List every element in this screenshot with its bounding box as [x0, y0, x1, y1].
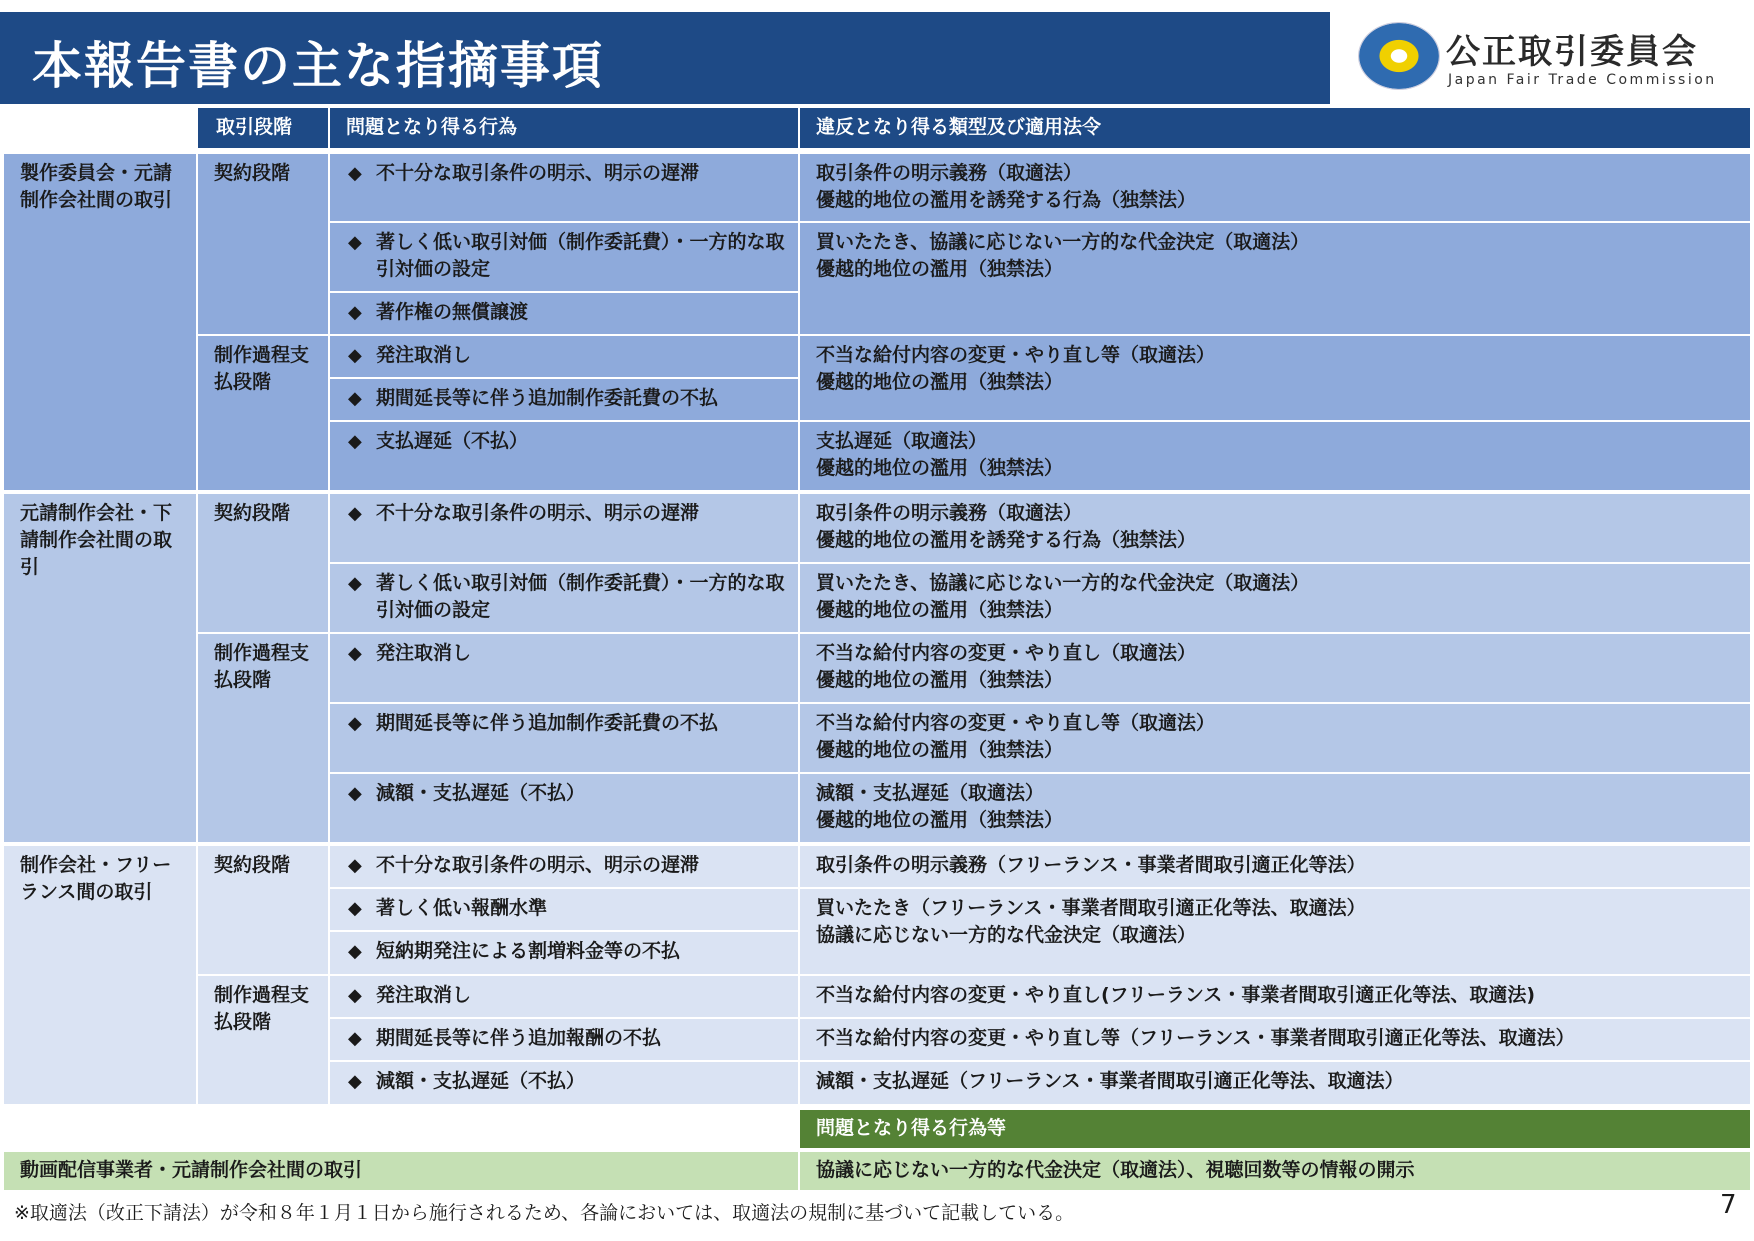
- footnote: ※取適法（改正下請法）が令和８年１月１日から施行されるため、各論においては、取適法の規制に基づいて記載している。: [14, 1202, 1075, 1224]
- party-cell-3: 制作会社・フリーランス間の取引: [4, 846, 196, 1104]
- law-cell: 不当な給付内容の変更・やり直し（取適法） 優越的地位の濫用（独禁法）: [800, 634, 1750, 702]
- streaming-party: 動画配信事業者・元請制作会社間の取引: [4, 1152, 798, 1190]
- law-cell: 買いたたき、協議に応じない一方的な代金決定（取適法） 優越的地位の濫用（独禁法）: [800, 564, 1750, 632]
- act-cell: ◆ 期間延長等に伴う追加報酬の不払: [330, 1019, 798, 1060]
- stage-cell-3a: 契約段階: [198, 846, 328, 974]
- act-cell: ◆ 発注取消し: [330, 976, 798, 1017]
- header-stage: 取引段階: [198, 108, 328, 148]
- page-number: 7: [1720, 1190, 1737, 1220]
- act-cell: ◆ 著しく低い報酬水準: [330, 889, 798, 930]
- jftc-emblem-icon: [1358, 22, 1440, 90]
- act-cell: ◆ 減額・支払遅延（不払）: [330, 1062, 798, 1104]
- act-cell: ◆ 短納期発注による割増料金等の不払: [330, 932, 798, 974]
- law-cell: 不当な給付内容の変更・やり直し(フリーランス・事業者間取引適正化等法、取適法): [800, 976, 1750, 1017]
- act-cell: ◆ 著しく低い取引対価（制作委託費）・一方的な取引対価の設定: [330, 564, 798, 632]
- streaming-issue: 協議に応じない一方的な代金決定（取適法）、視聴回数等の情報の開示: [800, 1152, 1750, 1190]
- page-title: 本報告書の主な指摘事項: [32, 37, 604, 95]
- stage-cell-2b: 制作過程支払段階: [198, 634, 328, 842]
- law-cell: 買いたたき、協議に応じない一方的な代金決定（取適法） 優越的地位の濫用（独禁法）: [800, 223, 1750, 334]
- streaming-header: 問題となり得る行為等: [800, 1110, 1750, 1148]
- stage-cell-3b: 制作過程支払段階: [198, 976, 328, 1104]
- act-cell: ◆ 減額・支払遅延（不払）: [330, 774, 798, 842]
- stage-cell-1a: 契約段階: [198, 154, 328, 334]
- law-cell: 取引条件の明示義務（フリーランス・事業者間取引適正化等法）: [800, 846, 1750, 887]
- act-cell: ◆ 不十分な取引条件の明示、明示の遅滞: [330, 154, 798, 221]
- header-law: 違反となり得る類型及び適用法令: [800, 108, 1750, 148]
- jftc-logo: [1350, 14, 1750, 100]
- title-banner: [0, 12, 1330, 104]
- stage-cell-2a: 契約段階: [198, 494, 328, 632]
- header-act: 問題となり得る行為: [330, 108, 798, 148]
- party-cell-2: 元請制作会社・下請制作会社間の取引: [4, 494, 196, 842]
- law-cell: 不当な給付内容の変更・やり直し等（フリーランス・事業者間取引適正化等法、取適法）: [800, 1019, 1750, 1060]
- act-cell: ◆ 期間延長等に伴う追加制作委託費の不払: [330, 704, 798, 772]
- law-cell: 買いたたき（フリーランス・事業者間取引適正化等法、取適法） 協議に応じない一方的な代金決定（取適法）: [800, 889, 1750, 974]
- act-cell: ◆ 発注取消し: [330, 634, 798, 702]
- logo-name-en: Japan Fair Trade Commission: [1448, 72, 1717, 88]
- law-cell: 減額・支払遅延（取適法） 優越的地位の濫用（独禁法）: [800, 774, 1750, 842]
- stage-cell-1b: 制作過程支払段階: [198, 336, 328, 490]
- act-cell: ◆ 不十分な取引条件の明示、明示の遅滞: [330, 494, 798, 562]
- act-cell: ◆ 期間延長等に伴う追加制作委託費の不払: [330, 379, 798, 420]
- law-cell: 取引条件の明示義務（取適法） 優越的地位の濫用を誘発する行為（独禁法）: [800, 154, 1750, 221]
- act-cell: ◆ 発注取消し: [330, 336, 798, 377]
- law-cell: 取引条件の明示義務（取適法） 優越的地位の濫用を誘発する行為（独禁法）: [800, 494, 1750, 562]
- act-cell: ◆ 不十分な取引条件の明示、明示の遅滞: [330, 846, 798, 887]
- law-cell: 不当な給付内容の変更・やり直し等（取適法） 優越的地位の濫用（独禁法）: [800, 704, 1750, 772]
- act-cell: ◆ 支払遅延（不払）: [330, 422, 798, 490]
- party-cell-1: 製作委員会・元請制作会社間の取引: [4, 154, 196, 490]
- act-cell: ◆ 著作権の無償譲渡: [330, 293, 798, 334]
- law-cell: 不当な給付内容の変更・やり直し等（取適法） 優越的地位の濫用（独禁法）: [800, 336, 1750, 420]
- law-cell: 減額・支払遅延（フリーランス・事業者間取引適正化等法、取適法）: [800, 1062, 1750, 1104]
- act-cell: ◆ 著しく低い取引対価（制作委託費）・一方的な取引対価の設定: [330, 223, 798, 291]
- law-cell: 支払遅延（取適法） 優越的地位の濫用（独禁法）: [800, 422, 1750, 490]
- logo-name: 公正取引委員会: [1446, 32, 1698, 72]
